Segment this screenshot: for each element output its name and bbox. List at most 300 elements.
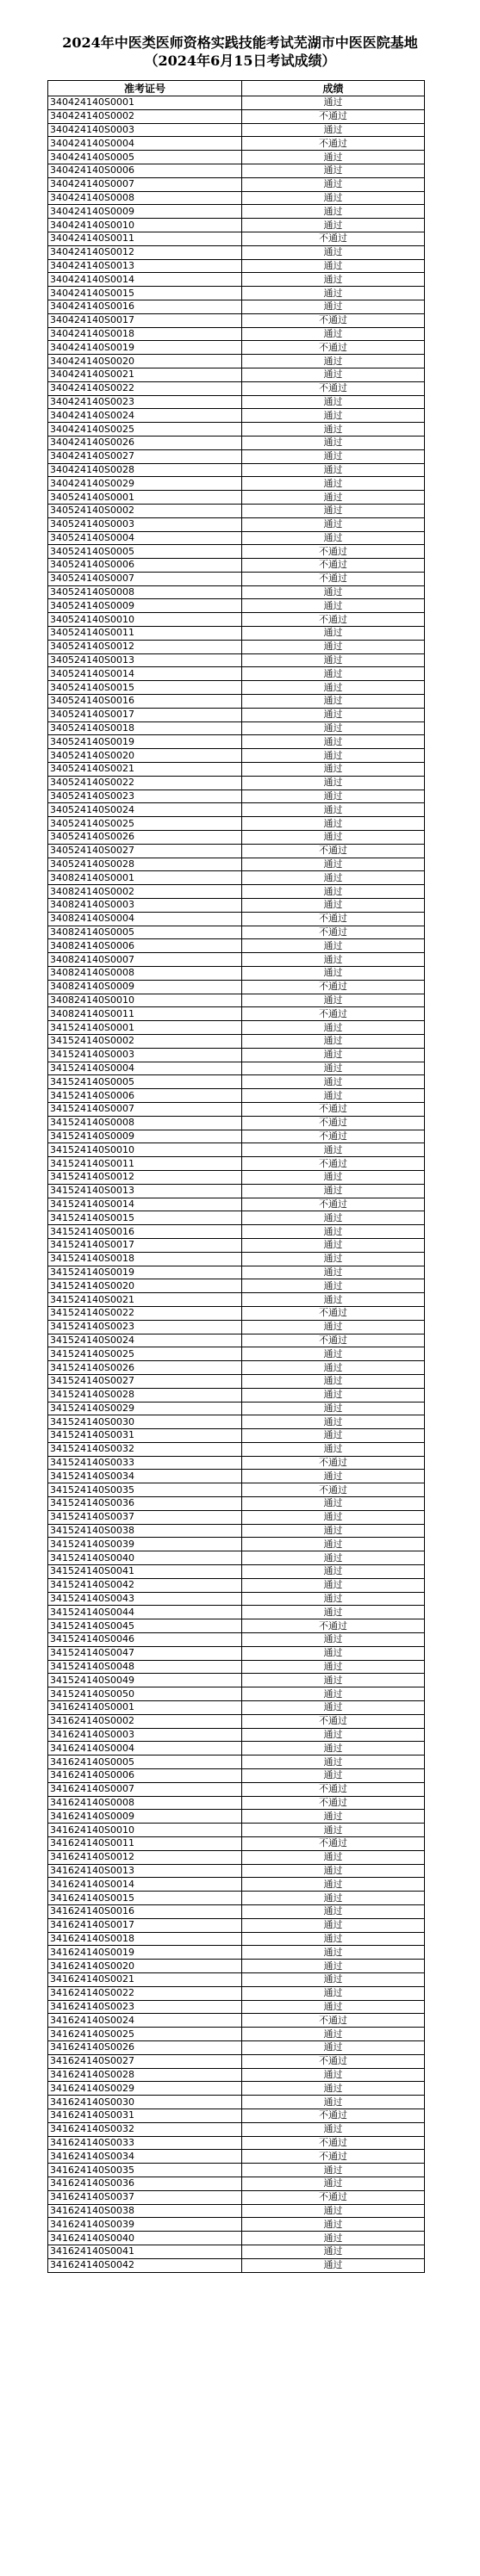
result-cell: 通过 xyxy=(242,1429,425,1443)
result-cell: 通过 xyxy=(242,1062,425,1075)
table-row xyxy=(48,1769,425,1783)
table-row xyxy=(48,409,425,423)
result-cell: 通过 xyxy=(242,871,425,885)
result-cell: 不通过 xyxy=(242,1334,425,1347)
exam-number-cell: 341524140S0034 xyxy=(48,1470,242,1483)
table-row xyxy=(48,1034,425,1048)
exam-number-cell: 340424140S0020 xyxy=(48,355,242,368)
table-row xyxy=(48,2028,425,2041)
result-cell: 通过 xyxy=(242,491,425,505)
result-cell: 通过 xyxy=(242,1225,425,1239)
exam-number-cell: 340424140S0010 xyxy=(48,219,242,232)
table-row xyxy=(48,1266,425,1279)
table-row xyxy=(48,1606,425,1619)
result-cell: 通过 xyxy=(242,191,425,205)
exam-number-cell: 340524140S0023 xyxy=(48,790,242,803)
exam-number-cell: 341524140S0041 xyxy=(48,1565,242,1579)
exam-number-cell: 341524140S0048 xyxy=(48,1660,242,1674)
exam-number-cell: 341624140S0007 xyxy=(48,1782,242,1796)
result-cell: 不通过 xyxy=(242,572,425,585)
table-row xyxy=(48,1293,425,1307)
table-row xyxy=(48,1388,425,1402)
table-row xyxy=(48,2096,425,2109)
exam-number-cell: 340524140S0027 xyxy=(48,844,242,858)
exam-number-cell: 340824140S0009 xyxy=(48,980,242,994)
result-cell: 通过 xyxy=(242,1442,425,1456)
exam-number-cell: 340524140S0026 xyxy=(48,831,242,845)
table-row xyxy=(48,1619,425,1633)
exam-number-cell: 340424140S0011 xyxy=(48,232,242,245)
result-cell: 通过 xyxy=(242,1972,425,1986)
table-row xyxy=(48,831,425,845)
results-table xyxy=(47,80,425,2273)
result-cell: 通过 xyxy=(242,994,425,1007)
table-row xyxy=(48,1075,425,1089)
exam-number-cell: 341624140S0020 xyxy=(48,1960,242,1973)
result-cell: 通过 xyxy=(242,151,425,164)
exam-number-cell: 341624140S0030 xyxy=(48,2096,242,2109)
exam-number-cell: 341624140S0013 xyxy=(48,1864,242,1878)
table-row xyxy=(48,967,425,981)
exam-number-cell: 340524140S0002 xyxy=(48,504,242,517)
table-row xyxy=(48,640,425,653)
table-row xyxy=(48,817,425,831)
table-row xyxy=(48,721,425,735)
exam-number-cell: 340524140S0010 xyxy=(48,613,242,627)
exam-number-cell: 341524140S0002 xyxy=(48,1034,242,1048)
result-cell: 通过 xyxy=(242,1184,425,1198)
result-cell: 通过 xyxy=(242,300,425,313)
exam-number-cell: 341524140S0012 xyxy=(48,1170,242,1184)
result-cell: 通过 xyxy=(242,2122,425,2136)
table-row xyxy=(48,355,425,368)
table-row xyxy=(48,1198,425,1211)
exam-number-cell: 341624140S0015 xyxy=(48,1892,242,1905)
exam-number-cell: 341524140S0014 xyxy=(48,1198,242,1211)
exam-number-cell: 340524140S0018 xyxy=(48,721,242,735)
table-row xyxy=(48,1714,425,1728)
exam-number-cell: 341524140S0028 xyxy=(48,1388,242,1402)
table-row xyxy=(48,491,425,505)
table-row xyxy=(48,1986,425,2000)
result-cell: 通过 xyxy=(242,1279,425,1293)
table-row xyxy=(48,763,425,777)
exam-number-cell: 341524140S0017 xyxy=(48,1238,242,1252)
exam-number-cell: 341624140S0025 xyxy=(48,2028,242,2041)
table-row xyxy=(48,2232,425,2245)
table-row xyxy=(48,259,425,273)
result-cell: 通过 xyxy=(242,449,425,463)
result-cell: 通过 xyxy=(242,1674,425,1687)
table-row xyxy=(48,1796,425,1810)
exam-number-cell: 341624140S0017 xyxy=(48,1918,242,1932)
table-row xyxy=(48,2082,425,2096)
result-cell: 通过 xyxy=(242,1592,425,1606)
result-cell: 通过 xyxy=(242,1960,425,1973)
table-row xyxy=(48,695,425,709)
table-row xyxy=(48,341,425,355)
result-cell: 通过 xyxy=(242,1143,425,1157)
table-row xyxy=(48,667,425,681)
exam-number-cell: 341624140S0029 xyxy=(48,2082,242,2096)
table-row xyxy=(48,653,425,667)
result-cell: 通过 xyxy=(242,517,425,531)
table-row xyxy=(48,2000,425,2014)
exam-number-cell: 341524140S0016 xyxy=(48,1225,242,1239)
result-cell: 通过 xyxy=(242,1687,425,1701)
table-row xyxy=(48,1456,425,1470)
exam-number-cell: 341624140S0011 xyxy=(48,1837,242,1851)
exam-number-cell: 341524140S0050 xyxy=(48,1687,242,1701)
table-row xyxy=(48,1429,425,1443)
result-cell: 通过 xyxy=(242,1211,425,1225)
table-row xyxy=(48,1824,425,1837)
result-cell: 通过 xyxy=(242,1238,425,1252)
result-cell: 不通过 xyxy=(242,2136,425,2150)
exam-number-cell: 341624140S0026 xyxy=(48,2040,242,2054)
result-cell: 通过 xyxy=(242,219,425,232)
exam-number-cell: 340524140S0020 xyxy=(48,749,242,763)
table-row xyxy=(48,1646,425,1660)
result-cell: 通过 xyxy=(242,504,425,517)
table-row xyxy=(48,1904,425,1918)
result-cell: 不通过 xyxy=(242,1619,425,1633)
result-cell: 通过 xyxy=(242,763,425,777)
result-cell: 通过 xyxy=(242,708,425,721)
table-row xyxy=(48,1578,425,1592)
table-row xyxy=(48,708,425,721)
exam-number-cell: 341524140S0011 xyxy=(48,1157,242,1171)
exam-number-cell: 341524140S0008 xyxy=(48,1116,242,1130)
result-cell: 通过 xyxy=(242,1075,425,1089)
exam-number-cell: 341524140S0044 xyxy=(48,1606,242,1619)
result-cell: 通过 xyxy=(242,667,425,681)
table-row xyxy=(48,109,425,123)
exam-number-cell: 341624140S0012 xyxy=(48,1850,242,1864)
result-cell: 不通过 xyxy=(242,2190,425,2204)
table-row xyxy=(48,1361,425,1375)
table-row xyxy=(48,1551,425,1565)
table-row xyxy=(48,1007,425,1021)
table-row xyxy=(48,790,425,803)
exam-number-cell: 341524140S0010 xyxy=(48,1143,242,1157)
exam-number-cell: 340524140S0022 xyxy=(48,776,242,790)
table-row xyxy=(48,776,425,790)
exam-number-cell: 340424140S0016 xyxy=(48,300,242,313)
table-row xyxy=(48,205,425,219)
result-cell: 通过 xyxy=(242,1347,425,1361)
result-cell: 通过 xyxy=(242,1742,425,1756)
table-row xyxy=(48,300,425,313)
result-cell: 通过 xyxy=(242,1633,425,1647)
exam-number-cell: 340524140S0006 xyxy=(48,559,242,573)
table-row xyxy=(48,177,425,191)
exam-number-cell: 341524140S0032 xyxy=(48,1442,242,1456)
result-cell: 通过 xyxy=(242,1538,425,1551)
table-row xyxy=(48,1960,425,1973)
exam-number-cell: 341524140S0020 xyxy=(48,1279,242,1293)
result-cell: 不通过 xyxy=(242,2108,425,2122)
result-cell: 通过 xyxy=(242,245,425,259)
result-cell: 通过 xyxy=(242,1578,425,1592)
exam-number-cell: 341524140S0031 xyxy=(48,1429,242,1443)
result-cell: 不通过 xyxy=(242,1130,425,1143)
result-cell: 通过 xyxy=(242,2000,425,2014)
result-cell: 通过 xyxy=(242,817,425,831)
table-row xyxy=(48,2108,425,2122)
exam-number-cell: 341524140S0043 xyxy=(48,1592,242,1606)
result-cell: 通过 xyxy=(242,2177,425,2190)
result-cell: 通过 xyxy=(242,2068,425,2082)
table-row xyxy=(48,1470,425,1483)
result-cell: 通过 xyxy=(242,259,425,273)
exam-number-cell: 340824140S0005 xyxy=(48,926,242,939)
table-row xyxy=(48,1442,425,1456)
result-cell: 不通过 xyxy=(242,1102,425,1116)
result-cell: 通过 xyxy=(242,967,425,981)
exam-number-cell: 340424140S0013 xyxy=(48,259,242,273)
document-subtitle: （2024年6月15日考试成绩） xyxy=(144,53,336,69)
exam-number-cell: 341524140S0007 xyxy=(48,1102,242,1116)
table-row xyxy=(48,2164,425,2177)
exam-number-cell: 340424140S0003 xyxy=(48,123,242,137)
exam-number-cell: 341624140S0010 xyxy=(48,1824,242,1837)
table-row xyxy=(48,191,425,205)
table-row xyxy=(48,1170,425,1184)
result-cell: 通过 xyxy=(242,1864,425,1878)
exam-number-cell: 340524140S0024 xyxy=(48,803,242,817)
exam-number-cell: 340824140S0001 xyxy=(48,871,242,885)
table-row xyxy=(48,1837,425,1851)
exam-number-cell: 340424140S0001 xyxy=(48,96,242,110)
table-row xyxy=(48,572,425,585)
result-cell: 不通过 xyxy=(242,1483,425,1497)
exam-number-cell: 340424140S0009 xyxy=(48,205,242,219)
table-row xyxy=(48,2054,425,2068)
result-cell: 通过 xyxy=(242,1824,425,1837)
exam-number-cell: 340424140S0026 xyxy=(48,436,242,449)
result-cell: 通过 xyxy=(242,1170,425,1184)
exam-number-cell: 340524140S0017 xyxy=(48,708,242,721)
table-row xyxy=(48,1402,425,1415)
exam-number-cell: 340524140S0011 xyxy=(48,627,242,641)
exam-number-cell: 341624140S0028 xyxy=(48,2068,242,2082)
exam-number-cell: 341624140S0008 xyxy=(48,1796,242,1810)
table-row xyxy=(48,627,425,641)
exam-number-cell: 341624140S0040 xyxy=(48,2232,242,2245)
exam-number-cell: 340524140S0005 xyxy=(48,545,242,559)
exam-number-cell: 341624140S0003 xyxy=(48,1728,242,1742)
exam-number-cell: 340424140S0029 xyxy=(48,477,242,491)
table-row xyxy=(48,980,425,994)
result-cell: 通过 xyxy=(242,1946,425,1960)
exam-number-cell: 340524140S0012 xyxy=(48,640,242,653)
result-cell: 不通过 xyxy=(242,926,425,939)
result-cell: 通过 xyxy=(242,1728,425,1742)
exam-number-cell: 341524140S0021 xyxy=(48,1293,242,1307)
result-cell: 通过 xyxy=(242,1497,425,1511)
table-row xyxy=(48,749,425,763)
result-cell: 不通过 xyxy=(242,613,425,627)
result-cell: 通过 xyxy=(242,1021,425,1035)
result-cell: 通过 xyxy=(242,1660,425,1674)
result-cell: 通过 xyxy=(242,695,425,709)
result-cell: 通过 xyxy=(242,627,425,641)
exam-number-cell: 341524140S0004 xyxy=(48,1062,242,1075)
exam-number-cell: 340424140S0022 xyxy=(48,381,242,395)
result-cell: 通过 xyxy=(242,939,425,953)
table-row xyxy=(48,912,425,926)
exam-number-cell: 340424140S0025 xyxy=(48,423,242,437)
table-row xyxy=(48,926,425,939)
exam-number-cell: 340824140S0008 xyxy=(48,967,242,981)
table-row xyxy=(48,287,425,300)
exam-number-cell: 341524140S0015 xyxy=(48,1211,242,1225)
exam-number-cell: 341624140S0038 xyxy=(48,2204,242,2218)
table-row xyxy=(48,1701,425,1715)
result-cell: 通过 xyxy=(242,1932,425,1946)
exam-number-cell: 341624140S0002 xyxy=(48,1714,242,1728)
result-cell: 通过 xyxy=(242,1048,425,1062)
result-cell: 不通过 xyxy=(242,341,425,355)
table-row xyxy=(48,1742,425,1756)
table-row xyxy=(48,1864,425,1878)
result-cell: 通过 xyxy=(242,681,425,695)
exam-number-cell: 341524140S0009 xyxy=(48,1130,242,1143)
result-cell: 通过 xyxy=(242,1878,425,1892)
result-cell: 不通过 xyxy=(242,109,425,123)
exam-number-cell: 340524140S0028 xyxy=(48,858,242,871)
exam-number-cell: 341624140S0031 xyxy=(48,2108,242,2122)
table-row xyxy=(48,1510,425,1524)
result-cell: 通过 xyxy=(242,2028,425,2041)
exam-number-cell: 340424140S0006 xyxy=(48,164,242,177)
table-row xyxy=(48,1728,425,1742)
exam-number-cell: 340524140S0007 xyxy=(48,572,242,585)
result-cell: 通过 xyxy=(242,653,425,667)
exam-number-cell: 340524140S0014 xyxy=(48,667,242,681)
exam-number-cell: 340424140S0027 xyxy=(48,449,242,463)
result-cell: 通过 xyxy=(242,803,425,817)
exam-number-cell: 340824140S0011 xyxy=(48,1007,242,1021)
exam-number-cell: 340524140S0003 xyxy=(48,517,242,531)
table-row xyxy=(48,994,425,1007)
table-row xyxy=(48,531,425,545)
table-row xyxy=(48,559,425,573)
exam-number-cell: 341624140S0016 xyxy=(48,1904,242,1918)
exam-number-cell: 341524140S0049 xyxy=(48,1674,242,1687)
result-cell: 通过 xyxy=(242,885,425,899)
result-cell: 通过 xyxy=(242,2082,425,2096)
table-row xyxy=(48,1660,425,1674)
result-cell: 通过 xyxy=(242,1551,425,1565)
exam-number-cell: 341624140S0036 xyxy=(48,2177,242,2190)
result-cell: 不通过 xyxy=(242,844,425,858)
result-cell: 通过 xyxy=(242,436,425,449)
result-cell: 不通过 xyxy=(242,980,425,994)
table-row xyxy=(48,844,425,858)
result-cell: 通过 xyxy=(242,1986,425,2000)
exam-number-cell: 340524140S0021 xyxy=(48,763,242,777)
exam-number-cell: 340424140S0028 xyxy=(48,463,242,477)
table-row xyxy=(48,1320,425,1334)
exam-number-cell: 340524140S0008 xyxy=(48,585,242,599)
exam-number-cell: 341524140S0036 xyxy=(48,1497,242,1511)
table-row xyxy=(48,2204,425,2218)
table-row xyxy=(48,1252,425,1266)
table-row xyxy=(48,1116,425,1130)
exam-number-cell: 340524140S0015 xyxy=(48,681,242,695)
exam-number-cell: 341524140S0046 xyxy=(48,1633,242,1647)
table-body xyxy=(48,96,425,2273)
table-row xyxy=(48,449,425,463)
result-cell: 通过 xyxy=(242,177,425,191)
exam-number-cell: 340424140S0015 xyxy=(48,287,242,300)
table-row xyxy=(48,1374,425,1388)
result-cell: 通过 xyxy=(242,1769,425,1783)
result-cell: 通过 xyxy=(242,599,425,613)
result-cell: 通过 xyxy=(242,1415,425,1429)
result-cell: 不通过 xyxy=(242,1007,425,1021)
result-cell: 不通过 xyxy=(242,313,425,327)
header-exam-number: 准考证号 xyxy=(48,81,242,96)
table-row xyxy=(48,1157,425,1171)
table-row xyxy=(48,1279,425,1293)
exam-number-cell: 341524140S0047 xyxy=(48,1646,242,1660)
result-cell: 不通过 xyxy=(242,1796,425,1810)
result-cell: 通过 xyxy=(242,585,425,599)
result-cell: 不通过 xyxy=(242,559,425,573)
table-row xyxy=(48,1483,425,1497)
result-cell: 不通过 xyxy=(242,1157,425,1171)
exam-number-cell: 341624140S0004 xyxy=(48,1742,242,1756)
result-cell: 通过 xyxy=(242,2204,425,2218)
table-header-row xyxy=(48,81,425,96)
result-cell: 通过 xyxy=(242,953,425,967)
document-title: 2024年中医类医师资格实践技能考试芜湖市中医医院基地 xyxy=(62,34,418,51)
exam-number-cell: 340424140S0008 xyxy=(48,191,242,205)
exam-number-cell: 340424140S0017 xyxy=(48,313,242,327)
table-row xyxy=(48,2218,425,2232)
result-cell: 通过 xyxy=(242,123,425,137)
exam-number-cell: 340524140S0019 xyxy=(48,735,242,749)
exam-number-cell: 341524140S0027 xyxy=(48,1374,242,1388)
table-row xyxy=(48,599,425,613)
exam-number-cell: 340424140S0023 xyxy=(48,395,242,409)
exam-number-cell: 341524140S0029 xyxy=(48,1402,242,1415)
result-cell: 通过 xyxy=(242,355,425,368)
exam-number-cell: 340824140S0007 xyxy=(48,953,242,967)
result-cell: 通过 xyxy=(242,1904,425,1918)
result-cell: 不通过 xyxy=(242,2054,425,2068)
table-row xyxy=(48,1850,425,1864)
table-row xyxy=(48,1633,425,1647)
table-row xyxy=(48,1892,425,1905)
table-row xyxy=(48,2258,425,2272)
result-cell: 通过 xyxy=(242,1756,425,1769)
exam-number-cell: 341524140S0045 xyxy=(48,1619,242,1633)
exam-number-cell: 341524140S0025 xyxy=(48,1347,242,1361)
table-row xyxy=(48,1565,425,1579)
table-row xyxy=(48,1184,425,1198)
exam-number-cell: 341524140S0038 xyxy=(48,1524,242,1538)
table-row xyxy=(48,803,425,817)
exam-number-cell: 340524140S0004 xyxy=(48,531,242,545)
table-row xyxy=(48,1334,425,1347)
exam-number-cell: 341624140S0024 xyxy=(48,2014,242,2028)
exam-number-cell: 340524140S0025 xyxy=(48,817,242,831)
table-row xyxy=(48,395,425,409)
